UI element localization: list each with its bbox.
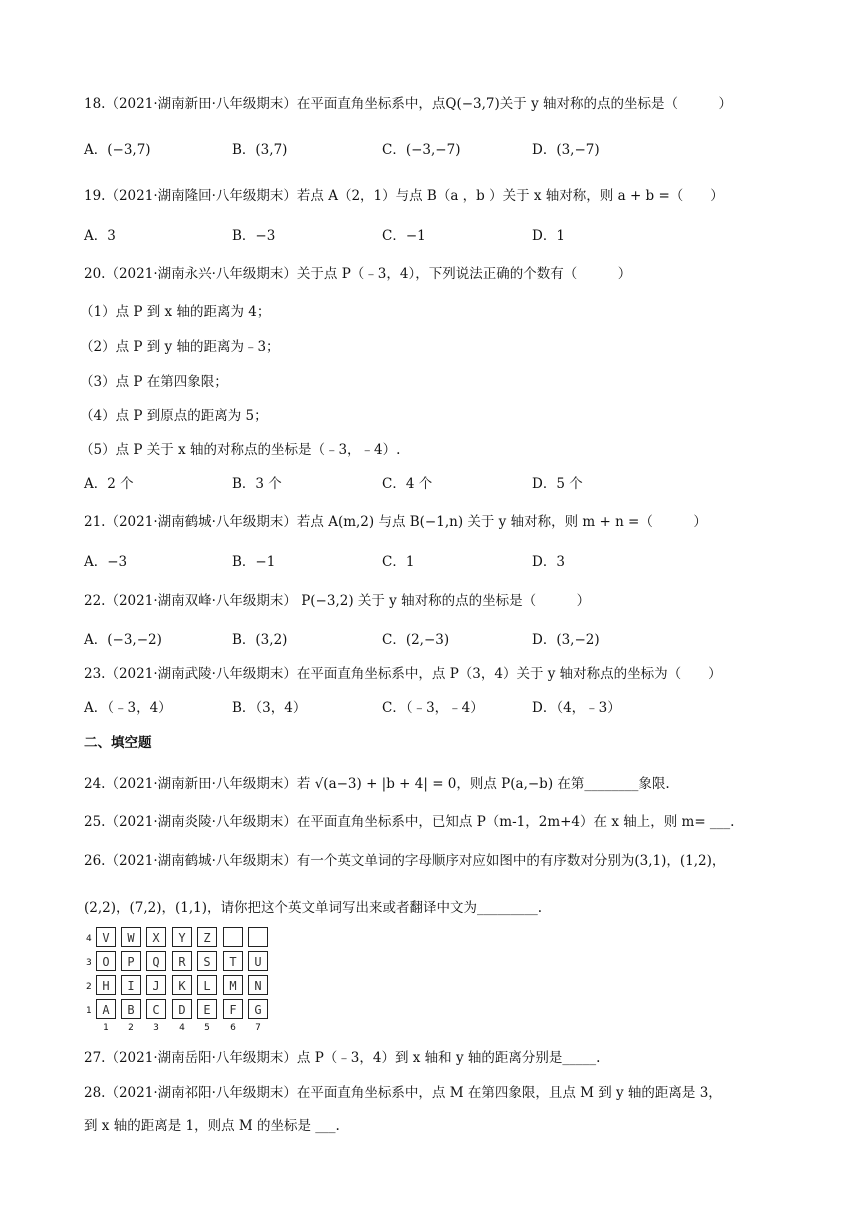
row-label: 3	[86, 958, 92, 968]
column-label: 5	[204, 1023, 210, 1033]
question-22-stem: 22.（2021·湖南双峰·八年级期末） P(−3,2) 关于 y 轴对称的点的坐标是（ ）	[84, 593, 591, 609]
grid-cell: G	[248, 999, 268, 1019]
grid-cell: I	[121, 975, 141, 995]
grid-cell: H	[96, 975, 116, 995]
question-26-line-2: (2,2)，(7,2)，(1,1)，请你把这个英文单词写出来或者翻译中文为_________.	[84, 900, 543, 916]
question-27: 27.（2021·湖南岳阳·八年级期末）点 P（﹣3，4）到 x 轴和 y 轴的距离分别是_____.	[84, 1050, 601, 1066]
q20-option-d: D．5 个	[532, 476, 583, 492]
grid-cell: L	[197, 975, 217, 995]
q18-option-b: B．(3,7)	[232, 142, 288, 158]
q22-option-d: D．(3,−2)	[532, 632, 600, 648]
grid-cell: X	[146, 927, 166, 947]
grid-cell: T	[223, 951, 243, 971]
grid-cell: Z	[197, 927, 217, 947]
question-20-stem: 20.（2021·湖南永兴·八年级期末）关于点 P（﹣3，4），下列说法正确的个数有（ ）	[84, 266, 632, 282]
q20-statement-5: （5）点 P 关于 x 轴的对称点的坐标是（﹣3，﹣4）.	[80, 442, 401, 458]
column-label: 7	[255, 1023, 261, 1033]
grid-cell: V	[96, 927, 116, 947]
section-heading-fill-in: 二、填空题	[84, 735, 152, 751]
grid-cell	[248, 927, 268, 947]
question-28-line-2: 到 x 轴的距离是 1，则点 M 的坐标是 ___.	[84, 1118, 340, 1134]
q20-option-c: C．4 个	[382, 476, 433, 492]
q19-option-d: D．1	[532, 228, 565, 244]
question-26-line-1: 26.（2021·湖南鹤城·八年级期末）有一个英文单词的字母顺序对应如图中的有序数对分别为(3,1)，(1,2)，	[84, 853, 726, 869]
q23-option-d: D．（4，﹣3）	[532, 700, 621, 716]
q20-statement-4: （4）点 P 到原点的距离为 5；	[80, 408, 268, 424]
grid-cell: P	[121, 951, 141, 971]
q20-statement-1: （1）点 P 到 x 轴的距离为 4；	[80, 304, 271, 320]
q18-option-c: C．(−3,−7)	[382, 142, 461, 158]
grid-cell: B	[121, 999, 141, 1019]
q21-option-b: B．−1	[232, 554, 276, 570]
question-28-line-1: 28.（2021·湖南祁阳·八年级期末）在平面直角坐标系中，点 M 在第四象限，且点 M 到 y 轴的距离是 3，	[84, 1085, 722, 1101]
grid-cell: D	[172, 999, 192, 1019]
grid-cell	[223, 927, 243, 947]
q20-statement-2: （2）点 P 到 y 轴的距离为﹣3；	[80, 339, 280, 355]
question-25: 25.（2021·湖南炎陵·八年级期末）在平面直角坐标系中，已知点 P（m-1，2m+4）在 x 轴上，则 m= ___.	[84, 814, 735, 830]
row-label: 1	[86, 1006, 92, 1016]
grid-cell: E	[197, 999, 217, 1019]
q21-option-d: D．3	[532, 554, 565, 570]
q20-statement-3: （3）点 P 在第四象限；	[80, 374, 228, 390]
column-label: 3	[153, 1023, 159, 1033]
column-label: 2	[128, 1023, 134, 1033]
question-23-stem: 23.（2021·湖南武陵·八年级期末）在平面直角坐标系中，点 P（3，4）关于 y 轴对称点的坐标为（ ）	[84, 666, 722, 682]
grid-cell: W	[121, 927, 141, 947]
grid-cell: U	[248, 951, 268, 971]
question-19-stem: 19.（2021·湖南隆回·八年级期末）若点 A（2，1）与点 B（a ，b ）关于 x 轴对称，则 a + b =（ ）	[84, 188, 724, 204]
q23-option-b: B．（3，4）	[232, 700, 307, 716]
row-label: 4	[86, 934, 92, 944]
grid-cell: Y	[172, 927, 192, 947]
column-label: 6	[230, 1023, 236, 1033]
column-label: 1	[103, 1023, 109, 1033]
grid-cell: O	[96, 951, 116, 971]
grid-cell: K	[172, 975, 192, 995]
row-label: 2	[86, 982, 92, 992]
grid-cell: N	[248, 975, 268, 995]
grid-cell: R	[172, 951, 192, 971]
grid-cell: F	[223, 999, 243, 1019]
question-21-stem: 21.（2021·湖南鹤城·八年级期末）若点 A(m,2) 与点 B(−1,n) 关于 y 轴对称，则 m + n =（ ）	[84, 514, 707, 530]
q18-option-a: A．(−3,7)	[84, 142, 151, 158]
q18-option-d: D．(3,−7)	[532, 142, 600, 158]
grid-cell: J	[146, 975, 166, 995]
q20-option-b: B．3 个	[232, 476, 282, 492]
q19-option-a: A．3	[84, 228, 116, 244]
q23-option-c: C．（﹣3，﹣4）	[382, 700, 484, 716]
q21-option-c: C．1	[382, 554, 415, 570]
grid-cell: C	[146, 999, 166, 1019]
grid-cell: A	[96, 999, 116, 1019]
q19-option-c: C．−1	[382, 228, 426, 244]
q22-option-b: B．(3,2)	[232, 632, 288, 648]
question-18-stem: 18.（2021·湖南新田·八年级期末）在平面直角坐标系中，点Q(−3,7)关于 y 轴对称的点的坐标是（ ）	[84, 96, 732, 112]
q21-option-a: A．−3	[84, 554, 128, 570]
question-24: 24.（2021·湖南新田·八年级期末）若 √(a−3) + |b + 4| = 0，则点 P(a,−b) 在第________象限.	[84, 776, 670, 792]
grid-cell: Q	[146, 951, 166, 971]
q23-option-a: A．（﹣3，4）	[84, 700, 172, 716]
column-label: 4	[179, 1023, 185, 1033]
q22-option-c: C．(2,−3)	[382, 632, 450, 648]
q22-option-a: A．(−3,−2)	[84, 632, 162, 648]
q20-option-a: A．2 个	[84, 476, 134, 492]
grid-cell: S	[197, 951, 217, 971]
q19-option-b: B．−3	[232, 228, 276, 244]
grid-cell: M	[223, 975, 243, 995]
